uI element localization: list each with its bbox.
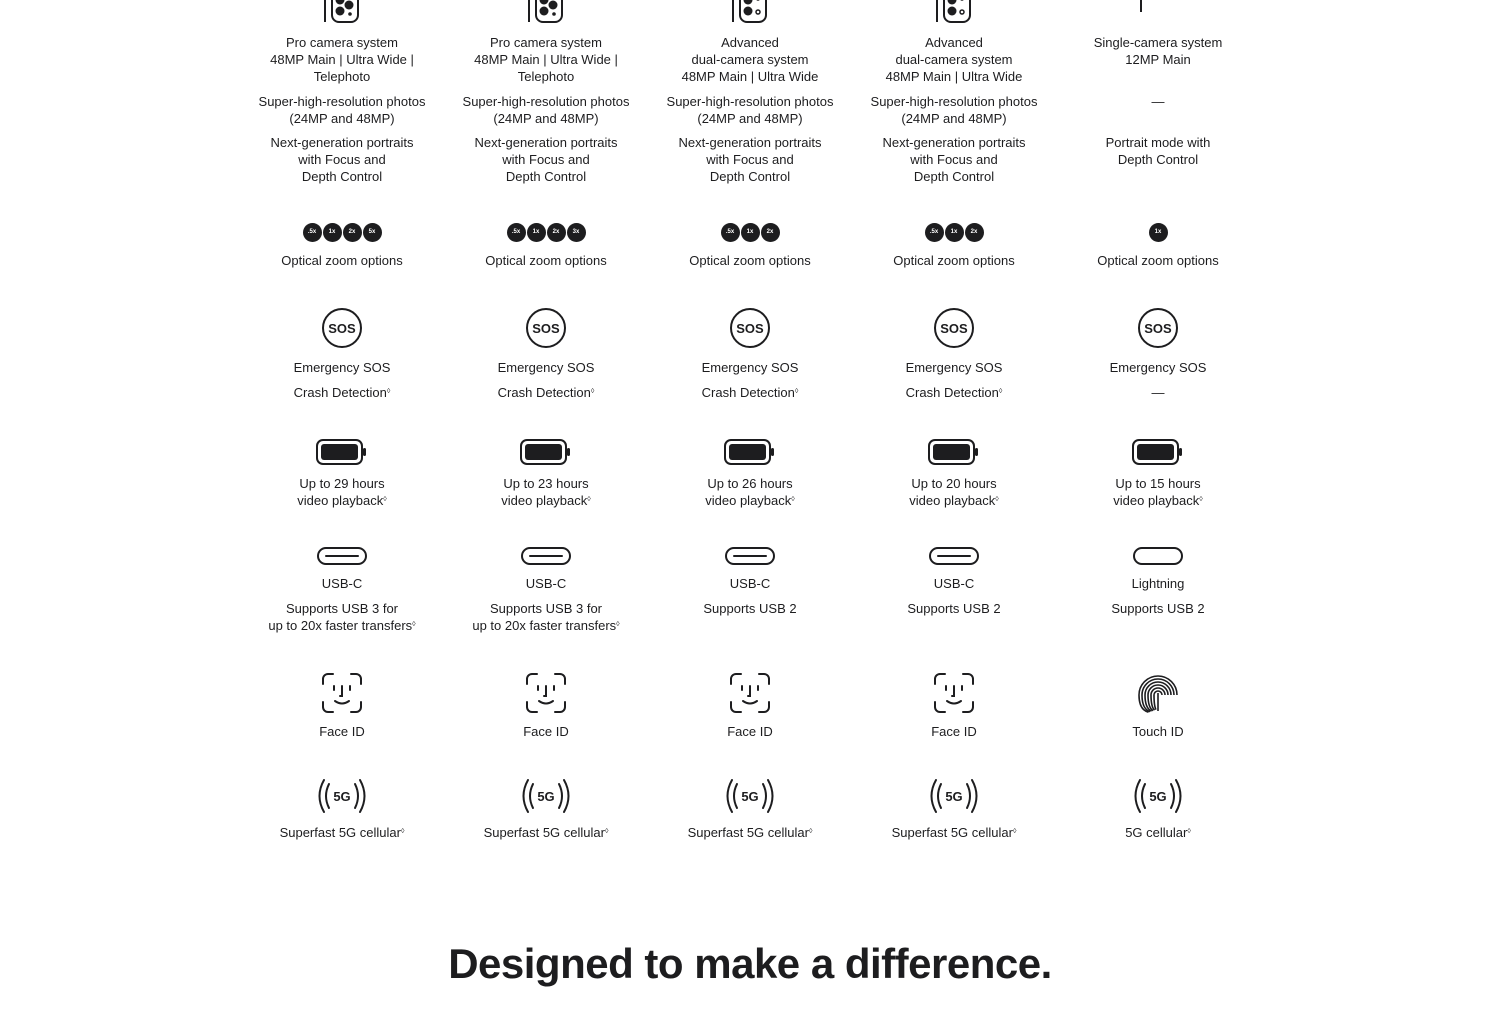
usb-label: Supports USB 3 for up to 20x faster transfers — [472, 601, 617, 633]
port-label: Lightning — [1131, 576, 1185, 591]
battery-text — [240, 475, 444, 509]
portrait-text: Next-generation portraits with Focus and Depth Control — [678, 135, 822, 184]
model-column — [852, 0, 1056, 860]
zoom-label: Optical zoom options — [689, 253, 811, 268]
usb-label: Supports USB 2 — [907, 601, 1001, 616]
biometric-label: Face ID — [727, 724, 773, 739]
crash-detection-label: — — [1151, 385, 1165, 400]
battery-label: Up to 29 hours video playback — [297, 476, 385, 508]
usb-c-icon — [444, 546, 648, 566]
sos-icon — [240, 307, 444, 349]
camera-system-text: Advanced dual-camera system 48MP Main | Ultra Wide — [885, 35, 1023, 84]
emergency-sos-label: Emergency SOS — [293, 360, 391, 375]
dual-camera-icon — [852, 0, 1056, 24]
zoom-label: Optical zoom options — [1097, 253, 1219, 268]
cellular-label: Superfast 5G cellular — [891, 825, 1013, 840]
crash-detection-label: Crash Detection — [905, 385, 999, 400]
footnote-marker[interactable]: ◊ — [995, 496, 999, 503]
footnote-marker[interactable]: ◊ — [1187, 828, 1191, 835]
battery-icon — [1056, 438, 1260, 466]
zoom-chip: 3x — [567, 223, 586, 242]
zoom-chip: 1x — [323, 223, 342, 242]
port-label: USB-C — [321, 576, 363, 591]
cellular-text — [1056, 824, 1260, 841]
biometric-label: Face ID — [319, 724, 365, 739]
camera-system-text: Single-camera system 12MP Main — [1093, 35, 1223, 67]
touch-id-icon — [1056, 671, 1260, 715]
battery-icon — [852, 438, 1056, 466]
camera-system-text: Advanced dual-camera system 48MP Main | Ultra Wide — [681, 35, 819, 84]
triple-camera-icon — [444, 0, 648, 24]
usb-c-icon — [240, 546, 444, 566]
battery-text — [852, 475, 1056, 509]
model-column — [648, 0, 852, 860]
svg-text:5G: 5G — [945, 789, 963, 804]
crash-detection-text — [444, 384, 648, 401]
zoom-chip: 2x — [547, 223, 566, 242]
zoom-chip: 1x — [1149, 223, 1168, 242]
footnote-marker[interactable]: ◊ — [386, 388, 391, 395]
crash-detection-label: Crash Detection — [293, 385, 387, 400]
cellular-text — [240, 824, 444, 841]
sos-icon — [852, 307, 1056, 349]
battery-label: Up to 26 hours video playback — [705, 476, 793, 508]
battery-label: Up to 20 hours video playback — [909, 476, 997, 508]
zoom-chip: 1x — [527, 223, 546, 242]
cellular-label: 5G cellular — [1125, 825, 1188, 840]
camera-system-text: Pro camera system 48MP Main | Ultra Wide | Telephoto — [474, 35, 618, 84]
biometric-label: Touch ID — [1132, 724, 1184, 739]
5g-icon — [444, 776, 648, 816]
usb-text — [648, 600, 852, 617]
zoom-label: Optical zoom options — [281, 253, 403, 268]
single-camera-icon — [1056, 0, 1260, 24]
zoom-options — [1056, 223, 1260, 243]
crash-detection-text — [852, 384, 1056, 401]
cellular-label: Superfast 5G cellular — [687, 825, 809, 840]
portrait-text: Portrait mode with Depth Control — [1105, 135, 1211, 167]
5g-icon — [240, 776, 444, 816]
svg-text:5G: 5G — [741, 789, 759, 804]
battery-text — [1056, 475, 1260, 509]
footnote-marker[interactable]: ◊ — [400, 828, 405, 835]
svg-text:SOS: SOS — [736, 321, 764, 336]
zoom-chip: 1x — [945, 223, 964, 242]
section-headline: Designed to make a difference. — [448, 940, 1052, 987]
battery-label: Up to 23 hours video playback — [501, 476, 589, 508]
zoom-chip: .5x — [925, 223, 944, 242]
zoom-options — [852, 223, 1056, 243]
dual-camera-icon — [648, 0, 852, 24]
usb-c-icon — [852, 546, 1056, 566]
battery-label: Up to 15 hours video playback — [1113, 476, 1201, 508]
footnote-marker[interactable]: ◊ — [998, 388, 1003, 395]
zoom-chip: 1x — [741, 223, 760, 242]
zoom-chip: 2x — [343, 223, 362, 242]
footnote-marker[interactable]: ◊ — [808, 828, 813, 835]
footnote-marker[interactable]: ◊ — [604, 828, 609, 835]
footnote-marker[interactable]: ◊ — [412, 621, 416, 628]
emergency-sos-label: Emergency SOS — [905, 360, 1003, 375]
zoom-chip: 2x — [965, 223, 984, 242]
face-id-icon — [240, 671, 444, 715]
5g-icon — [1056, 776, 1260, 816]
5g-icon — [852, 776, 1056, 816]
biometric-label: Face ID — [931, 724, 977, 739]
face-id-icon — [852, 671, 1056, 715]
zoom-chip: 5x — [363, 223, 382, 242]
svg-text:5G: 5G — [1149, 789, 1167, 804]
zoom-chip: .5x — [507, 223, 526, 242]
hires-photos-text: Super-high-resolution photos (24MP and 48MP) — [258, 94, 426, 126]
cellular-label: Superfast 5G cellular — [279, 825, 401, 840]
emergency-sos-label: Emergency SOS — [701, 360, 799, 375]
usb-label: Supports USB 3 for up to 20x faster transfers — [268, 601, 413, 633]
svg-text:SOS: SOS — [328, 321, 356, 336]
svg-text:5G: 5G — [333, 789, 351, 804]
zoom-options — [240, 223, 444, 243]
zoom-chip: 2x — [761, 223, 780, 242]
model-column — [240, 0, 444, 860]
zoom-label: Optical zoom options — [485, 253, 607, 268]
battery-icon — [444, 438, 648, 466]
battery-text — [444, 475, 648, 509]
zoom-chip: .5x — [303, 223, 322, 242]
hires-photos-text: Super-high-resolution photos (24MP and 48MP) — [870, 94, 1038, 126]
footnote-marker[interactable]: ◊ — [587, 496, 591, 503]
cellular-text — [648, 824, 852, 841]
sos-icon — [444, 307, 648, 349]
cellular-text — [852, 824, 1056, 841]
footnote-marker[interactable]: ◊ — [616, 621, 620, 628]
footnote-marker[interactable]: ◊ — [1199, 496, 1203, 503]
port-label: USB-C — [933, 576, 975, 591]
5g-icon — [648, 776, 852, 816]
footnote-marker[interactable]: ◊ — [794, 388, 799, 395]
triple-camera-icon — [240, 0, 444, 24]
portrait-text: Next-generation portraits with Focus and Depth Control — [474, 135, 618, 184]
usb-c-icon — [648, 546, 852, 566]
emergency-sos-label: Emergency SOS — [1109, 360, 1207, 375]
svg-text:SOS: SOS — [1144, 321, 1172, 336]
portrait-text: Next-generation portraits with Focus and Depth Control — [882, 135, 1026, 184]
zoom-options — [444, 223, 648, 243]
port-label: USB-C — [525, 576, 567, 591]
cellular-label: Superfast 5G cellular — [483, 825, 605, 840]
crash-detection-text — [648, 384, 852, 401]
footnote-marker[interactable]: ◊ — [590, 388, 595, 395]
usb-text — [444, 600, 648, 634]
battery-icon — [648, 438, 852, 466]
crash-detection-text — [240, 384, 444, 401]
footnote-marker[interactable]: ◊ — [383, 496, 387, 503]
usb-label: Supports USB 2 — [1111, 601, 1205, 616]
crash-detection-label: Crash Detection — [701, 385, 795, 400]
svg-text:SOS: SOS — [940, 321, 968, 336]
hires-photos-text: Super-high-resolution photos (24MP and 48MP) — [666, 94, 834, 126]
portrait-text: Next-generation portraits with Focus and Depth Control — [270, 135, 414, 184]
sos-icon — [1056, 307, 1260, 349]
battery-icon — [240, 438, 444, 466]
camera-system-text: Pro camera system 48MP Main | Ultra Wide | Telephoto — [270, 35, 414, 84]
crash-detection-text — [1056, 384, 1260, 401]
zoom-options — [648, 223, 852, 243]
face-id-icon — [648, 671, 852, 715]
usb-label: Supports USB 2 — [703, 601, 797, 616]
footnote-marker[interactable]: ◊ — [791, 496, 795, 503]
model-column — [1056, 0, 1260, 860]
emergency-sos-label: Emergency SOS — [497, 360, 595, 375]
battery-text — [648, 475, 852, 509]
biometric-label: Face ID — [523, 724, 569, 739]
hires-photos-text: Super-high-resolution photos (24MP and 48MP) — [462, 94, 630, 126]
model-column — [444, 0, 648, 860]
usb-text — [1056, 600, 1260, 617]
svg-text:SOS: SOS — [532, 321, 560, 336]
sos-icon — [648, 307, 852, 349]
cellular-text — [444, 824, 648, 841]
hires-photos-text: — — [1151, 94, 1165, 109]
svg-text:5G: 5G — [537, 789, 555, 804]
port-label: USB-C — [729, 576, 771, 591]
zoom-label: Optical zoom options — [893, 253, 1015, 268]
face-id-icon — [444, 671, 648, 715]
lightning-icon — [1056, 546, 1260, 566]
footnote-marker[interactable]: ◊ — [1012, 828, 1017, 835]
crash-detection-label: Crash Detection — [497, 385, 591, 400]
usb-text — [852, 600, 1056, 617]
usb-text — [240, 600, 444, 634]
zoom-chip: .5x — [721, 223, 740, 242]
